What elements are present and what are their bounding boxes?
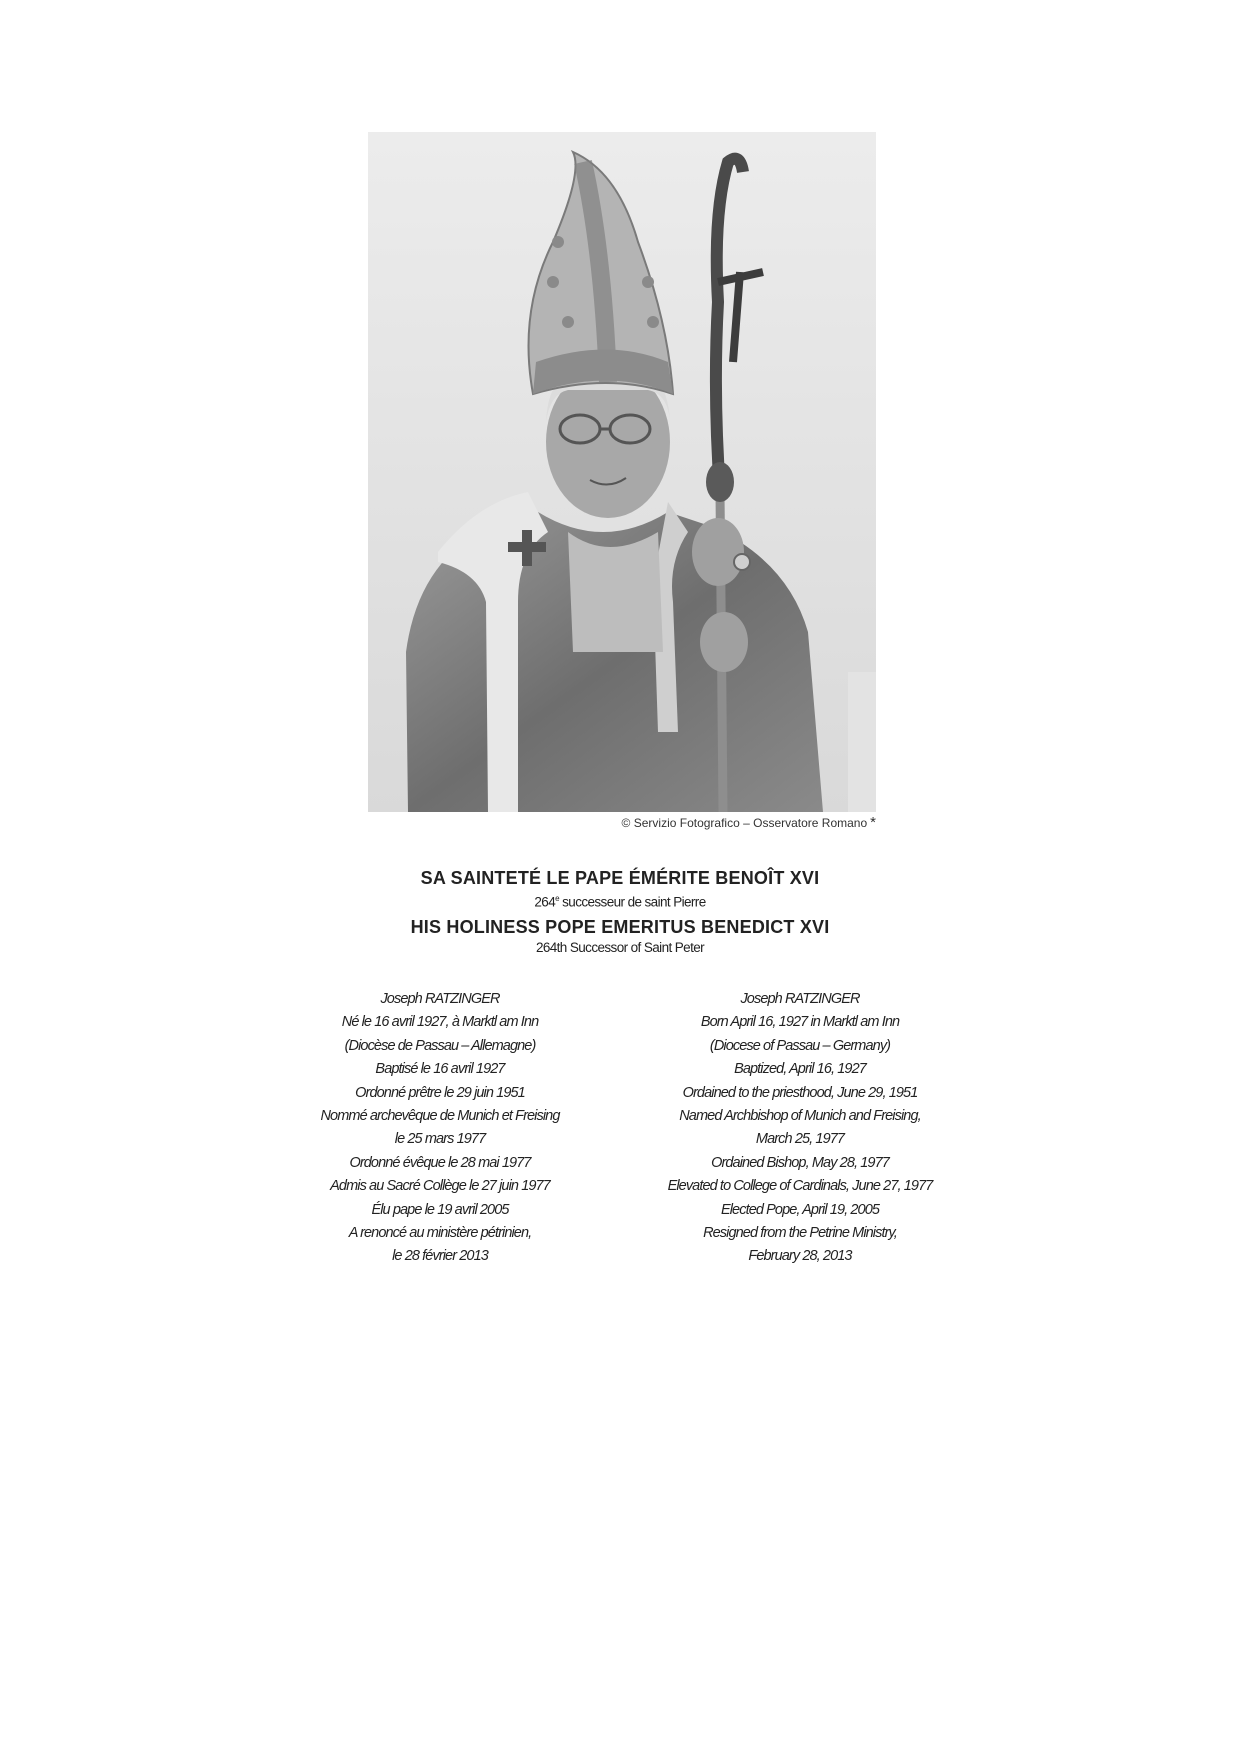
bio-line: Ordonné évêque le 28 mai 1977 xyxy=(349,1154,531,1171)
french-subtitle-text: successeur de saint Pierre xyxy=(558,894,706,910)
bio-line: Named Archbishop of Munich and Freising, xyxy=(679,1108,921,1125)
bio-line: Baptized, April 16, 1927 xyxy=(734,1061,866,1078)
bio-line: Baptisé le 16 avril 1927 xyxy=(375,1061,505,1078)
bio-line: le 25 mars 1977 xyxy=(394,1131,486,1148)
french-subtitle-superscript: e xyxy=(555,894,559,903)
photo-credit-text: © Servizio Fotografico – Osservatore Romano xyxy=(621,816,868,830)
bio-line: Born April 16, 1927 in Marktl am Inn xyxy=(700,1014,900,1031)
bio-line: Elevated to College of Cardinals, June 27, 1977 xyxy=(667,1178,933,1195)
french-subtitle xyxy=(0,890,1240,912)
bio-line: (Diocèse de Passau – Allemagne) xyxy=(344,1037,536,1054)
photo-credit xyxy=(368,814,876,831)
bio-line: Né le 16 avril 1927, à Marktl am Inn xyxy=(341,1014,539,1031)
bio-line: Ordonné prêtre le 29 juin 1951 xyxy=(355,1084,525,1101)
bio-line: Nommé archevêque de Munich et Freising xyxy=(320,1108,560,1125)
credit-mark: * xyxy=(870,814,876,831)
portrait-photo-icon xyxy=(368,132,876,812)
bio-line: Ordained to the priesthood, June 29, 1951 xyxy=(682,1084,918,1101)
bio-english xyxy=(560,988,1040,1269)
title-block xyxy=(0,866,1240,960)
bio-line: Admis au Sacré Collège le 27 juin 1977 xyxy=(330,1178,550,1195)
bio-line: Ordained Bishop, May 28, 1977 xyxy=(711,1154,889,1171)
bio-line: Joseph RATZINGER xyxy=(380,991,500,1007)
bio-line: Élu pape le 19 avril 2005 xyxy=(371,1201,509,1218)
english-title: HIS HOLINESS POPE EMERITUS BENEDICT XVI xyxy=(410,916,830,937)
bio-line: Joseph RATZINGER xyxy=(740,991,860,1007)
bio-line: Elected Pope, April 19, 2005 xyxy=(720,1201,880,1218)
bio-line: March 25, 1977 xyxy=(755,1131,845,1148)
bio-line: Resigned from the Petrine Ministry, xyxy=(703,1225,897,1242)
bio-line: A renoncé au ministère pétrinien, xyxy=(348,1225,532,1242)
bio-line: February 28, 2013 xyxy=(748,1248,852,1265)
bio-line: le 28 février 2013 xyxy=(392,1248,488,1265)
portrait-photo xyxy=(368,132,876,812)
bio-line: (Diocese of Passau – Germany) xyxy=(709,1037,891,1054)
english-subtitle: 264th Successor of Saint Peter xyxy=(535,939,705,955)
french-subtitle-number: 264 xyxy=(534,894,556,910)
french-title: SA SAINTETÉ LE PAPE ÉMÉRITE BENOÎT XVI xyxy=(420,868,820,888)
